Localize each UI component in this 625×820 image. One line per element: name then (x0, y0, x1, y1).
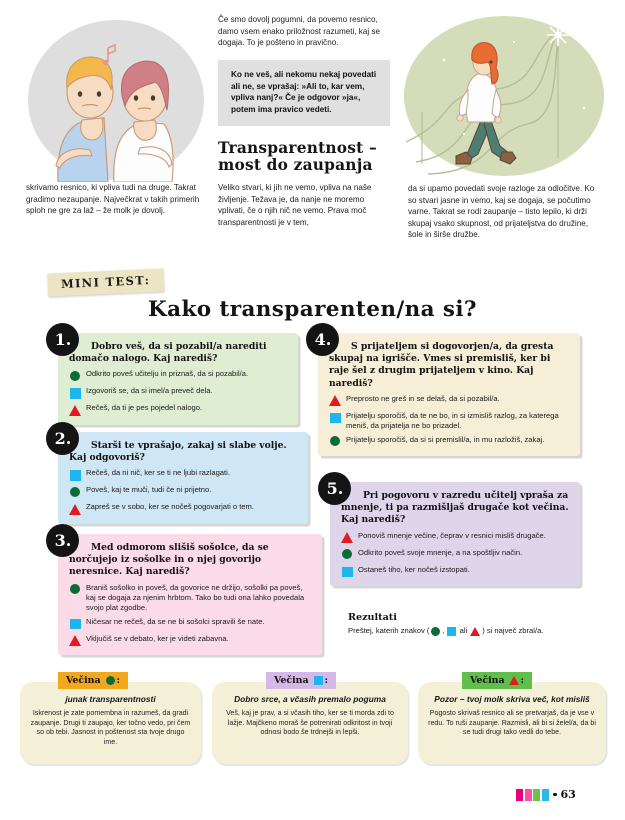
middle-column (218, 14, 390, 228)
answer-option[interactable] (69, 386, 289, 400)
footer-dot-separator (553, 793, 557, 797)
circle-marker-icon (329, 435, 342, 448)
question-card-5 (326, 478, 580, 586)
answer-text: Odkrito poveš svoje mnenje, a na spoštljiv način. (358, 547, 523, 557)
circle-marker-icon (341, 548, 354, 561)
answer-text: Zapreš se v sobo, ker se nočeš pogovarjati o tem. (86, 502, 254, 512)
result-title-triangle: Pozor – tvoj molk skriva več, kot misliš (434, 694, 590, 704)
section-title-line2: most do zaupanja (218, 156, 373, 175)
question-number-5: 5. (318, 472, 351, 505)
pullquote-box: Ko ne veš, ali nekomu nekaj povedati ali ne, se vprašaj: »Ali to, kar vem, vpliva nanj?« Če je odgovor »ja«, potem ima pravico vedeti. (218, 60, 390, 126)
results-section (348, 612, 598, 636)
result-box-square (212, 674, 408, 764)
results-instruction (348, 625, 598, 636)
question-number-3: 3. (46, 524, 79, 557)
section-body-paragraph: Veliko stvari, ki jih ne vemo, vpliva na naše življenje. Težava je, da nanje ne moremo vplivati, če o njih nič ne vemo. Prava moč transparentnosti je v tem, (218, 182, 372, 227)
answer-option[interactable] (329, 435, 571, 449)
question-card-1 (54, 329, 298, 425)
circle-marker-icon (105, 675, 116, 686)
result-title-circle: junak transparentnosti (65, 694, 156, 704)
question-text-1: Dobro veš, da si pozabil/a narediti domačo nalogo. Kaj narediš? (69, 341, 267, 365)
answer-text: Braniš sošolko in poveš, da govorice ne držijo, sošolki pa poveš, kaj se dogaja za njenim hrbtom. Tako bo tudi ona lahko povedala svojo plat zgodbe. (86, 582, 305, 613)
results-instruction-sep: , (442, 626, 445, 635)
result-box-circle (20, 674, 201, 764)
logo-block-icon (542, 789, 549, 801)
results-instruction-after: ) si največ zbral/a. (482, 626, 544, 635)
question-text-3: Med odmorom slišiš sošolce, da se norčujejo iz sošolke in o njej govorijo neresnice. Kaj narediš? (69, 542, 269, 578)
illustration-person-walking-path (398, 12, 610, 184)
result-body-square: Veš, kaj je prav, a si včasih tiho, ker se ti morda zdi to lažje. Majčkeno moraš še potrenirati odkritost in tvoji odnosi bodo še trdnejši in lepši. (226, 709, 394, 737)
answer-text: Prijatelju sporočiš, da si si premislil/a, in mu razložiš, zakaj. (346, 434, 545, 444)
circle-marker-icon (69, 583, 82, 596)
circle-marker-icon (69, 370, 82, 383)
result-body-circle: Iskrenost je zate pomembna in razumeš, da gradi zaupanje. Drugi ti zaupajo, ker točno vedo, pri čem so ob tebi. Jasnost in poštenost sta tvoje drugo ime. (30, 709, 191, 746)
left-column-caption: skrivamo resnico, ki vpliva tudi na druge. Takrat gradimo nezaupanje. Največkrat v takih primerih sploh ne gre za laž – že molk je dovolj. (26, 183, 200, 216)
article-top-section (0, 0, 625, 250)
result-badge-colon: : (324, 674, 329, 686)
result-box-triangle (418, 674, 606, 764)
answer-text: Poveš, kaj te muči, tudi če ni prijetno. (86, 485, 212, 495)
question-text-4: S prijateljem si dogovorjen/a, da gresta skupaj na igrišče. Vmes si premisliš, ker bi raje šel z drugim prijateljem v kino. Kaj narediš? (329, 341, 554, 389)
result-badge-label: Večina (470, 674, 505, 686)
right-column-body: da si upamo povedati svoje razloge za odločitve. Ko so stvari jasne in vemo, kaj se dogaja, se počutimo varne. Takrat se rodi zaupanje – tisto lepilo, ki drži skupaj vsako skupnost, od prijateljstva do družine, šole in širše družbe. (408, 184, 595, 240)
square-marker-icon (69, 617, 82, 630)
answer-text: Ponoviš mnenje večine, čeprav v resnici misliš drugače. (358, 530, 546, 540)
answer-option[interactable] (341, 548, 571, 562)
square-marker-icon (313, 675, 324, 686)
result-badge-label: Večina (66, 674, 101, 686)
result-badge-circle (58, 672, 128, 689)
square-marker-icon (329, 411, 342, 424)
result-badge-colon: : (116, 674, 121, 686)
circle-marker-icon (430, 625, 441, 636)
square-marker-icon (341, 565, 354, 578)
mini-test-tape-label: MINI TEST: (48, 268, 165, 296)
question-text-5: Pri pogovoru v razredu učitelj vpraša za mnenje, ti pa razmišljaš drugače kot večina. Kaj narediš? (341, 490, 569, 526)
answer-option[interactable] (69, 617, 313, 631)
logo-block-icon (533, 789, 540, 801)
answer-option[interactable] (69, 634, 313, 648)
answer-text: Ostaneš tiho, ker nočeš izstopati. (358, 564, 470, 574)
answer-text: Rečeš, da ni nič, ker se ti ne ljubi razlagati. (86, 468, 230, 478)
answer-text: Vključiš se v debato, ker je videti zabavna. (86, 633, 229, 643)
question-number-4: 4. (306, 323, 339, 356)
page-title (218, 140, 390, 175)
triangle-marker-icon (509, 675, 520, 686)
result-body-triangle: Pogosto skrivaš resnico ali se pretvarjaš, da je vse v redu. To ruši zaupanje. Razmisli, ali bi si želel/a, da bi se tudi drugi tako vedli do tebe. (428, 709, 596, 737)
triangle-marker-icon (69, 503, 82, 516)
question-text-2: Starši te vprašajo, zakaj si slabe volje. Kaj odgovoriš? (69, 440, 287, 464)
results-instruction-before: Preštej, katerih znakov ( (348, 626, 430, 635)
page-footer (516, 788, 576, 801)
answer-option[interactable] (69, 468, 299, 482)
answer-text: Preprosto ne greš in se delaš, da si pozabil/a. (346, 393, 500, 403)
quiz-title: Kako transparenten/na si? (148, 297, 477, 322)
question-card-4 (314, 329, 580, 456)
logo-block-icon (525, 789, 532, 801)
answer-option[interactable] (69, 583, 313, 614)
answer-text: Rečeš, da ti je pes pojedel nalogo. (86, 403, 203, 413)
question-number-1: 1. (46, 323, 79, 356)
question-card-3 (54, 530, 322, 655)
square-marker-icon (69, 387, 82, 400)
result-title-square: Dobro srce, a včasih premalo poguma (234, 694, 386, 704)
answer-text: Prijatelju sporočiš, da te ne bo, in si izmisliš razlog, za katerega meniš, da prijatelja ne bo prizadel. (346, 410, 559, 431)
logo-block-icon (516, 789, 523, 801)
square-marker-icon (69, 469, 82, 482)
section-title-line1: Transparentnost – (218, 138, 377, 157)
triangle-marker-icon (341, 531, 354, 544)
answer-text: Izgovoriš se, da si imel/a preveč dela. (86, 386, 213, 396)
triangle-marker-icon (329, 394, 342, 407)
answer-option[interactable] (329, 394, 571, 408)
answer-option[interactable] (69, 369, 289, 383)
answer-option[interactable] (341, 531, 571, 545)
result-badge-colon: : (520, 674, 525, 686)
result-badge-square (266, 672, 336, 689)
triangle-marker-icon (69, 634, 82, 647)
square-marker-icon (446, 625, 457, 636)
circle-marker-icon (69, 486, 82, 499)
answer-option[interactable] (329, 411, 571, 431)
illustration-two-people-back-to-back (22, 14, 207, 182)
answer-option[interactable] (69, 485, 299, 499)
question-card-2 (54, 428, 308, 524)
answer-text: Odkrito poveš učitelju in priznaš, da si pozabil/a. (86, 369, 249, 379)
results-instruction-or: ali (459, 626, 468, 635)
answer-option[interactable] (69, 403, 289, 417)
answer-text: Ničesar ne rečeš, da se ne bi sošolci spravili še nate. (86, 616, 265, 626)
answer-option[interactable] (341, 565, 571, 579)
triangle-marker-icon (470, 625, 481, 636)
question-number-2: 2. (46, 422, 79, 455)
result-badge-label: Večina (274, 674, 309, 686)
answer-option[interactable] (69, 502, 299, 516)
result-badge-triangle (462, 672, 532, 689)
intro-paragraph: Če smo dovolj pogumni, da povemo resnico, damo vsem enako priložnost razumeti, kaj se dogaja. To je pošteno in pravično. (218, 15, 380, 48)
triangle-marker-icon (69, 404, 82, 417)
results-heading: Rezultati (348, 612, 397, 623)
page-number: 63 (560, 788, 576, 801)
